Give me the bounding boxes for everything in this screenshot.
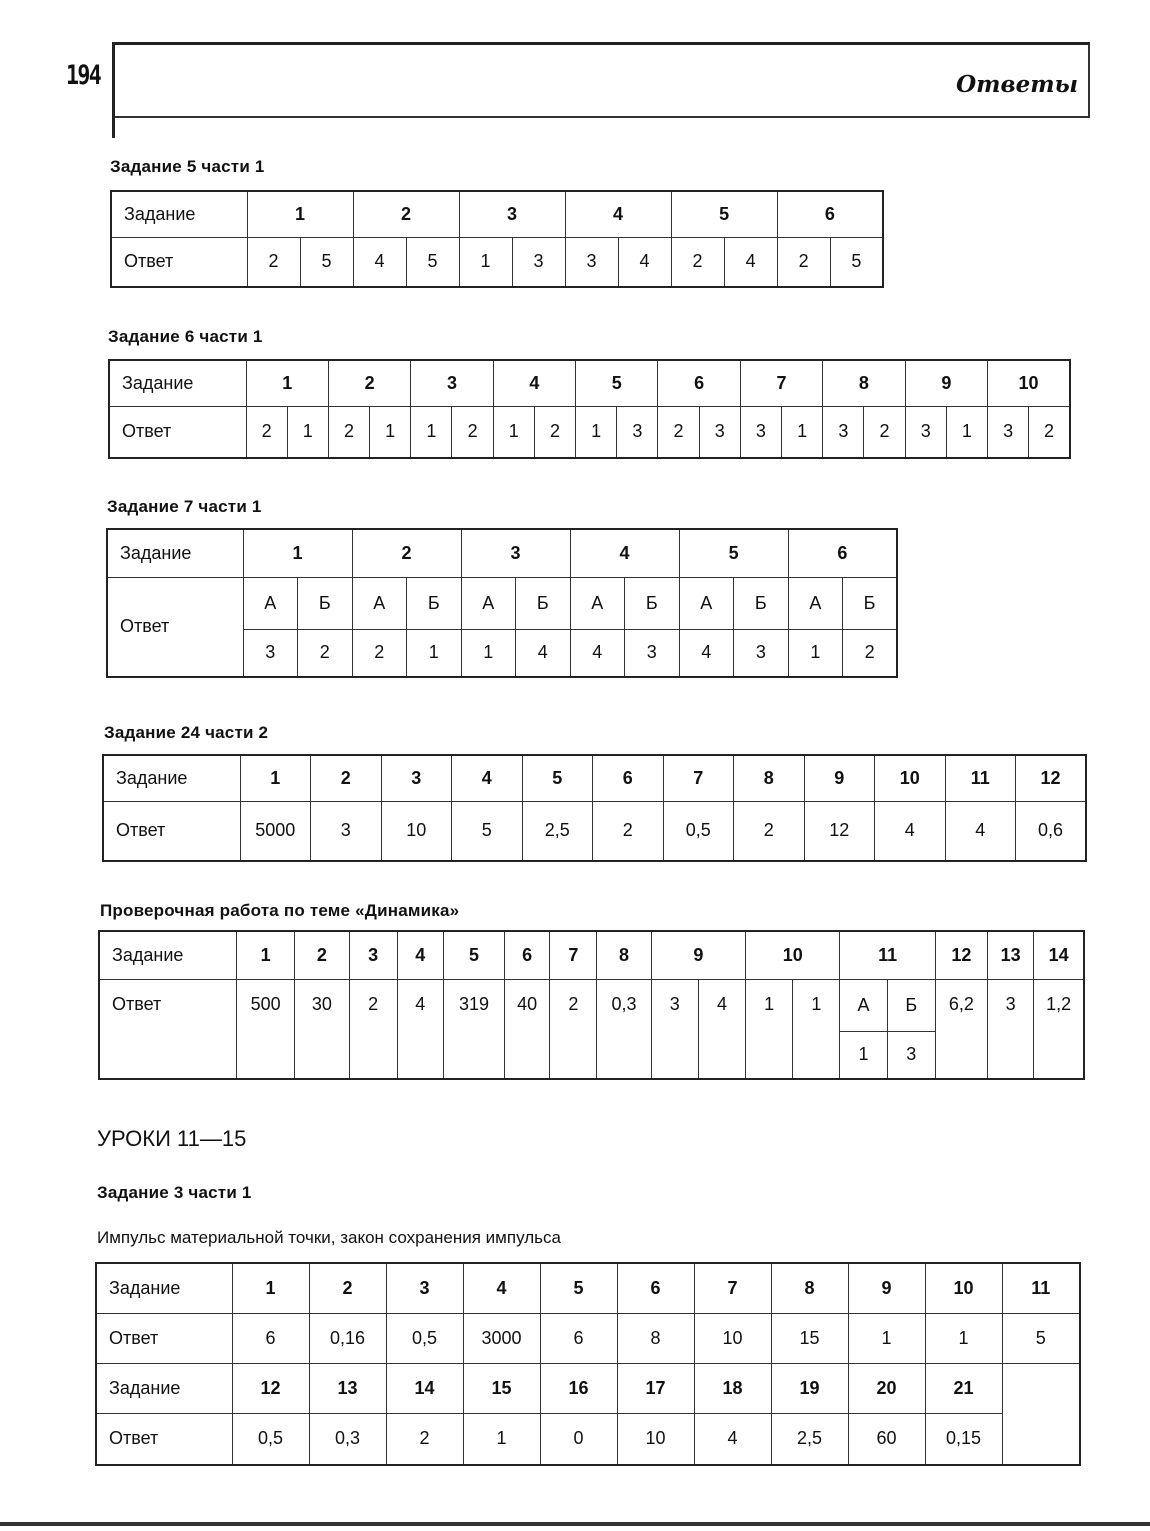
task-number: 6 (593, 755, 664, 801)
answer-cell: 1,2 (1034, 979, 1084, 1079)
table-row (107, 577, 897, 629)
table-task24 (102, 754, 1087, 862)
answer-cell: 2,5 (771, 1413, 848, 1465)
answer-cell: 3 (311, 801, 382, 861)
answer-cell: 3 (565, 237, 618, 287)
answer-cell: 1 (782, 406, 823, 458)
answer-cell: 6 (540, 1313, 617, 1363)
task-number: 3 (381, 755, 452, 801)
answer-cell: 1 (946, 406, 987, 458)
row-label-task: Задание (109, 360, 246, 406)
task-number: 9 (848, 1263, 925, 1313)
answer-cell: 319 (443, 979, 504, 1079)
answer-cell: 500 (237, 979, 295, 1079)
row-label-answer: Ответ (111, 237, 247, 287)
answer-cell: 0,3 (309, 1413, 386, 1465)
task-number: 2 (328, 360, 410, 406)
row-label-task: Задание (111, 191, 247, 237)
task-number: 5 (522, 755, 593, 801)
task-number: 5 (443, 931, 504, 979)
table-task7 (106, 528, 898, 678)
task-number: 1 (240, 755, 311, 801)
answer-cell: 3 (699, 406, 740, 458)
task-number: 14 (386, 1363, 463, 1413)
letter-cell: Б (887, 979, 935, 1031)
table-row (96, 1413, 1080, 1465)
table-row (96, 1313, 1080, 1363)
task-number: 1 (243, 529, 352, 577)
task-number: 5 (540, 1263, 617, 1313)
table-task5 (110, 190, 884, 288)
letter-cell: А (570, 577, 625, 629)
header-divider (112, 116, 115, 138)
letter-cell: А (840, 979, 887, 1031)
answer-cell: 1 (461, 629, 516, 677)
task-number: 11 (840, 931, 935, 979)
task-number: 7 (694, 1263, 771, 1313)
task-number: 15 (463, 1363, 540, 1413)
task-number: 20 (848, 1363, 925, 1413)
task-number: 16 (540, 1363, 617, 1413)
answer-cell: 0,5 (232, 1413, 309, 1465)
letter-cell: Б (843, 577, 898, 629)
answer-cell: 3 (651, 979, 698, 1079)
task-number: 13 (988, 931, 1034, 979)
task-number: 3 (411, 360, 493, 406)
section-title-task3: Задание 3 части 1 (97, 1183, 252, 1202)
letter-cell: А (788, 577, 843, 629)
answer-cell: 2 (328, 406, 369, 458)
task-number: 6 (617, 1263, 694, 1313)
task-number: 2 (353, 191, 459, 237)
task-number: 6 (505, 931, 550, 979)
answer-cell: 3 (823, 406, 864, 458)
page-title: Ответы (956, 71, 1078, 98)
section-title-task24: Задание 24 части 2 (104, 723, 269, 742)
answer-cell: 2 (777, 237, 830, 287)
task-number: 14 (1034, 931, 1084, 979)
answer-cell: 3 (988, 979, 1034, 1079)
task-number: 5 (679, 529, 788, 577)
task-number: 11 (945, 755, 1016, 801)
row-label-answer: Ответ (96, 1413, 232, 1465)
table-row (96, 1263, 1080, 1313)
answer-cell: 2 (593, 801, 664, 861)
answer-cell: 0,5 (663, 801, 734, 861)
answer-cell: 5 (1002, 1313, 1080, 1363)
task-number: 17 (617, 1363, 694, 1413)
table-row (109, 360, 1070, 406)
answer-cell: 4 (875, 801, 946, 861)
answer-cell: 4 (353, 237, 406, 287)
row-label-answer: Ответ (107, 577, 243, 677)
task-number: 5 (576, 360, 658, 406)
letter-cell: Б (407, 577, 462, 629)
answer-cell: 2 (864, 406, 905, 458)
task-number: 6 (788, 529, 897, 577)
task-number: 12 (232, 1363, 309, 1413)
task-number: 2 (309, 1263, 386, 1313)
task-number: 7 (740, 360, 822, 406)
task-number: 8 (771, 1263, 848, 1313)
answer-cell: 5000 (240, 801, 311, 861)
answer-cell: 5 (406, 237, 459, 287)
table-task3 (95, 1262, 1081, 1466)
task-number: 4 (570, 529, 679, 577)
answer-cell: 3 (617, 406, 658, 458)
answer-cell: 5 (452, 801, 523, 861)
answer-cell: 4 (570, 629, 625, 677)
answer-cell: 12 (804, 801, 875, 861)
row-label-task: Задание (96, 1263, 232, 1313)
task-number: 13 (309, 1363, 386, 1413)
answer-cell: 0 (540, 1413, 617, 1465)
task-number: 1 (247, 191, 353, 237)
answer-cell: 5 (300, 237, 353, 287)
table-task6 (108, 359, 1071, 459)
letter-cell: Б (516, 577, 571, 629)
section-title-dynamics: Проверочная работа по теме «Динамика» (100, 901, 460, 920)
answer-cell: 2 (452, 406, 493, 458)
letter-cell: А (461, 577, 516, 629)
task-number: 1 (246, 360, 328, 406)
row-label-answer: Ответ (103, 801, 240, 861)
table-row (96, 1363, 1080, 1413)
answer-cell: 15 (771, 1313, 848, 1363)
answer-cell: 3 (243, 629, 298, 677)
answer-cell: 2 (534, 406, 575, 458)
answer-cell: 3 (740, 406, 781, 458)
answer-cell: 1 (411, 406, 452, 458)
answer-cell: 8 (617, 1313, 694, 1363)
letter-cell: Б (298, 577, 353, 629)
answer-cell: 4 (945, 801, 1016, 861)
letter-cell: Б (734, 577, 789, 629)
section-subtitle: Импульс материальной точки, закон сохранения импульса (97, 1228, 561, 1247)
task-number: 4 (565, 191, 671, 237)
task-number: 8 (734, 755, 805, 801)
answer-cell: 4 (694, 1413, 771, 1465)
row-label-answer: Ответ (99, 979, 237, 1079)
answer-cell: 2 (349, 979, 397, 1079)
answer-cell: 1 (793, 979, 840, 1079)
answer-cell: 10 (617, 1413, 694, 1465)
table-row (103, 755, 1086, 801)
letter-cell: А (243, 577, 298, 629)
answer-cell: 4 (618, 237, 671, 287)
answer-cell: 2 (246, 406, 287, 458)
task-number: 3 (386, 1263, 463, 1313)
answer-cell: 4 (724, 237, 777, 287)
page-bottom-divider (0, 1522, 1150, 1526)
task-number: 4 (397, 931, 443, 979)
answer-cell: 3 (625, 629, 680, 677)
task-number: 12 (935, 931, 987, 979)
answer-cell: 1 (459, 237, 512, 287)
letter-cell: Б (625, 577, 680, 629)
task-number: 4 (493, 360, 575, 406)
row-label-answer: Ответ (96, 1313, 232, 1363)
answer-cell: 1 (746, 979, 793, 1079)
task-number: 8 (823, 360, 905, 406)
task-number: 3 (349, 931, 397, 979)
task-number: 10 (746, 931, 840, 979)
answer-cell: 2,5 (522, 801, 593, 861)
row-label-answer: Ответ (109, 406, 246, 458)
answer-cell: 1 (493, 406, 534, 458)
answer-cell: 60 (848, 1413, 925, 1465)
table-row (111, 237, 883, 287)
task-number: 4 (452, 755, 523, 801)
answer-cell: 6 (232, 1313, 309, 1363)
answer-cell: 4 (397, 979, 443, 1079)
answer-cell: 2 (550, 979, 597, 1079)
task-number: 5 (671, 191, 777, 237)
answer-cell: 40 (505, 979, 550, 1079)
task-number: 18 (694, 1363, 771, 1413)
table-row (99, 979, 1084, 1031)
answer-cell: 1 (848, 1313, 925, 1363)
task-number: 21 (925, 1363, 1002, 1413)
task-number: 2 (352, 529, 461, 577)
answer-cell: 1 (407, 629, 462, 677)
table-row (107, 529, 897, 577)
table-dynamics (98, 930, 1085, 1080)
answer-cell: 1 (788, 629, 843, 677)
answer-cell: 4 (516, 629, 571, 677)
answer-cell: 2 (658, 406, 699, 458)
task-number: 3 (459, 191, 565, 237)
answer-cell: 5 (830, 237, 883, 287)
task-number: 3 (461, 529, 570, 577)
task-number: 9 (905, 360, 987, 406)
task-number: 6 (658, 360, 740, 406)
task-number: 11 (1002, 1263, 1080, 1313)
letter-cell: А (679, 577, 734, 629)
task-number: 6 (777, 191, 883, 237)
answer-cell: 2 (671, 237, 724, 287)
row-label-task: Задание (103, 755, 240, 801)
answer-cell: 4 (698, 979, 745, 1079)
page-number: 194 (66, 60, 101, 91)
task-number: 9 (804, 755, 875, 801)
answer-cell: 1 (576, 406, 617, 458)
answer-cell: 2 (386, 1413, 463, 1465)
answer-cell: 0,6 (1016, 801, 1087, 861)
task-number: 19 (771, 1363, 848, 1413)
answer-cell: 4 (679, 629, 734, 677)
answer-cell: 2 (352, 629, 407, 677)
table-row (111, 191, 883, 237)
answer-cell: 2 (1029, 406, 1070, 458)
answer-cell: 1 (370, 406, 411, 458)
answer-cell: 3 (887, 1031, 935, 1079)
section-title-task6: Задание 6 части 1 (108, 327, 263, 346)
row-label-task: Задание (107, 529, 243, 577)
task-number: 10 (988, 360, 1070, 406)
answer-cell: 2 (734, 801, 805, 861)
answer-cell: 3 (905, 406, 946, 458)
row-label-task: Задание (99, 931, 237, 979)
task-number: 10 (875, 755, 946, 801)
task-number: 9 (651, 931, 745, 979)
task-number: 12 (1016, 755, 1087, 801)
letter-cell: А (352, 577, 407, 629)
section-title-task5: Задание 5 части 1 (110, 157, 265, 176)
empty-cell (1002, 1363, 1080, 1465)
lessons-heading: УРОКИ 11—15 (97, 1126, 247, 1151)
answer-cell: 2 (843, 629, 898, 677)
answer-cell: 3 (512, 237, 565, 287)
answer-cell: 1 (287, 406, 328, 458)
answer-cell: 0,16 (309, 1313, 386, 1363)
table-row (99, 931, 1084, 979)
answer-cell: 0,15 (925, 1413, 1002, 1465)
section-title-task7: Задание 7 части 1 (107, 497, 262, 516)
answer-cell: 1 (463, 1413, 540, 1465)
answer-cell: 2 (247, 237, 300, 287)
answer-cell: 0,5 (386, 1313, 463, 1363)
page-header (112, 42, 1090, 118)
answer-cell: 10 (381, 801, 452, 861)
row-label-task: Задание (96, 1363, 232, 1413)
table-row (109, 406, 1070, 458)
table-row (103, 801, 1086, 861)
answer-cell: 10 (694, 1313, 771, 1363)
answer-cell: 6,2 (935, 979, 987, 1079)
answer-cell: 1 (840, 1031, 887, 1079)
task-number: 1 (232, 1263, 309, 1313)
answer-cell: 3 (988, 406, 1029, 458)
answer-cell: 3 (734, 629, 789, 677)
task-number: 10 (925, 1263, 1002, 1313)
task-number: 8 (597, 931, 651, 979)
task-number: 2 (295, 931, 349, 979)
answer-cell: 3000 (463, 1313, 540, 1363)
task-number: 2 (311, 755, 382, 801)
answer-cell: 2 (298, 629, 353, 677)
task-number: 7 (550, 931, 597, 979)
task-number: 1 (237, 931, 295, 979)
task-number: 7 (663, 755, 734, 801)
task-number: 4 (463, 1263, 540, 1313)
answer-cell: 0,3 (597, 979, 651, 1079)
answer-cell: 1 (925, 1313, 1002, 1363)
answer-cell: 30 (295, 979, 349, 1079)
